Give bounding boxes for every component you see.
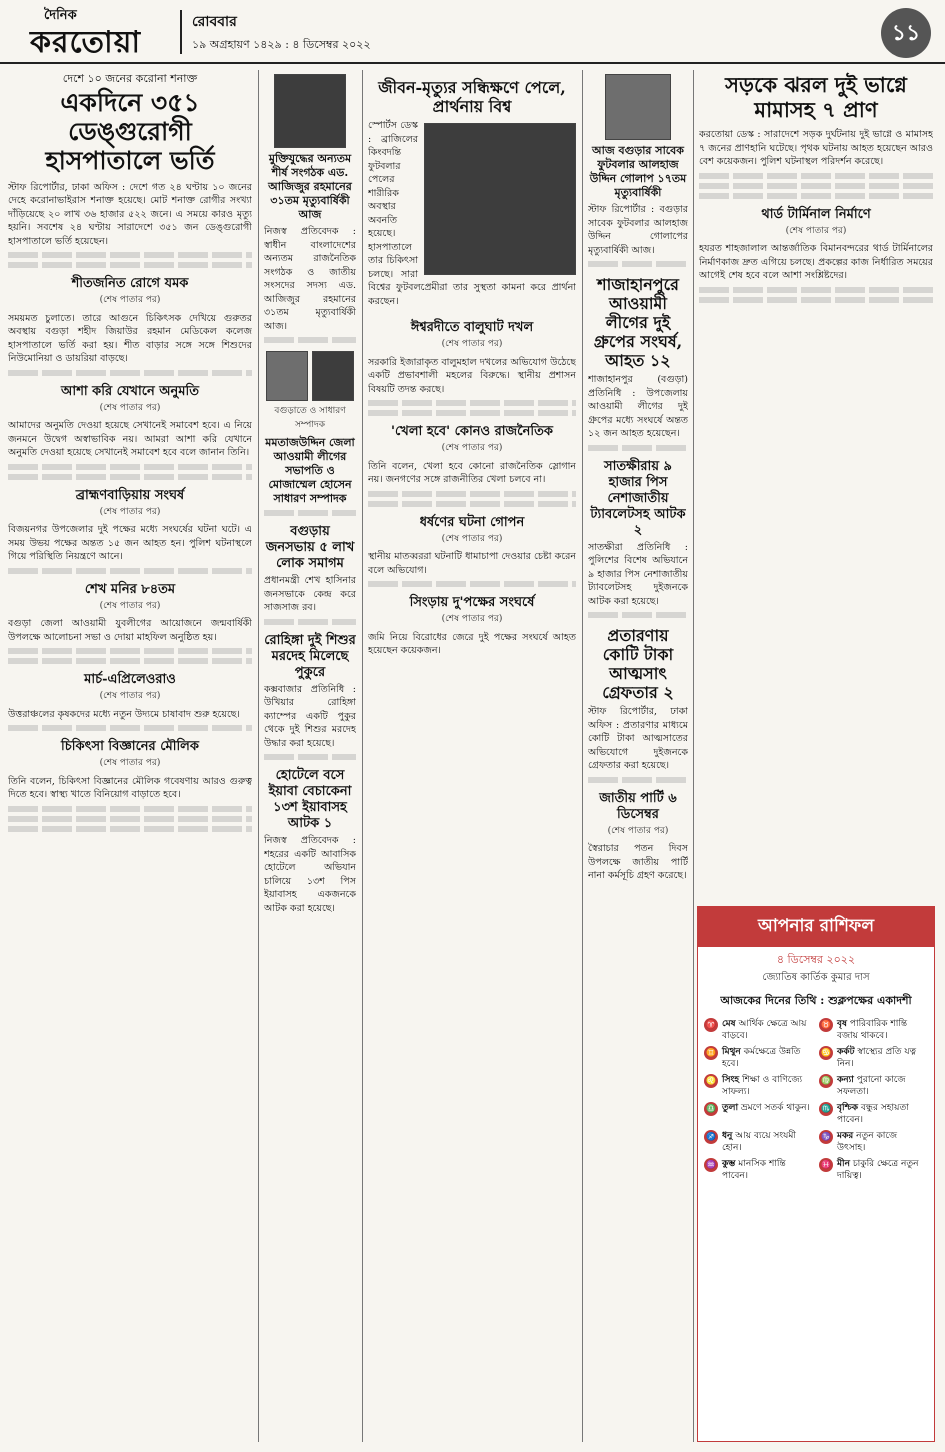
zodiac-name: কন্যা xyxy=(837,1075,854,1085)
text-filler xyxy=(699,193,933,199)
continuation-note: (শেষ পাতার পর) xyxy=(607,825,669,836)
continuation-note: (শেষ পাতার পর) xyxy=(441,339,503,349)
logo-tagline: দৈনিক xyxy=(44,8,77,23)
article-body: উত্তরাঞ্চলের কৃষকদের মধ্যে নতুন উদ্যমে চাষাবাদ শুরু হয়েছে। xyxy=(8,708,240,720)
text-filler xyxy=(8,568,252,574)
article-headline: সড়কে ঝরল দুই ভাগ্নে মামাসহ ৭ প্রাণ xyxy=(725,72,907,122)
article-headline: হোটেলে বসে ইয়াবা বেচাকেনা ১৩শ ইয়াবাসহ আটক ১ xyxy=(268,768,352,831)
zodiac-text: চাকুরি ক্ষেত্রে নতুন দায়িত্ব। xyxy=(837,1159,919,1181)
zodiac-entry xyxy=(819,1102,928,1126)
portrait-photo xyxy=(605,74,671,140)
article-body: স্টাফ রিপোর্টার : বগুড়ার সাবেক ফুটবলার আলহাজ উদ্দিন গোলাপের মৃত্যুবার্ষিকী আজ। xyxy=(588,204,688,256)
masthead-divider xyxy=(180,10,182,54)
article-body: হযরত শাহজালাল আন্তর্জাতিক বিমানবন্দরের থার্ড টার্মিনালের নির্মাণকাজ দ্রুত এগিয়ে চলছে। প্রকল্পের কাজ নির্ধারিত সময়ের আগেই শেষ হবে বলে আশা সংশ্লিষ্টদের। xyxy=(699,243,933,281)
zodiac-icon: ♓ xyxy=(819,1158,833,1172)
page-number-badge: ১১ xyxy=(881,8,931,58)
continuation-note: (শেষ পাতার পর) xyxy=(441,533,503,544)
text-filler xyxy=(8,725,252,731)
photo-caption: বগুড়াতে ও সাধারণ সম্পাদক xyxy=(274,406,346,430)
article-headline: মার্চ-এপ্রিলেওরাও xyxy=(84,672,176,687)
article-body: নিজস্ব প্রতিবেদক : স্বাধীন বাংলাদেশের অন্যতম রাজনৈতিক সংগঠক ও জাতীয় সংসদের সদস্য এড. আজিজুর রহমানের ৩১তম মৃত্যুবার্ষিকী আজ। xyxy=(264,226,356,332)
horoscope-author: জ্যোতিষ কার্তিক কুমার দাস xyxy=(762,972,870,983)
article-body: বিজয়নগর উপজেলার দুই পক্ষের মধ্যে সংঘর্ষের ঘটনা ঘটে। এ সময় উভয় পক্ষের অন্তত ১৫ জন আহত হন। পুলিশ ঘটনাস্থলে গিয়ে পরিস্থিতি নিয়ন্ত্রণে আনে। xyxy=(8,524,252,562)
photo-headline: আজ বগুড়ার সাবেক ফুটবলার আলহাজ উদ্দিন গোলাপ ১৭তম মৃত্যুবার্ষিকী xyxy=(589,144,687,199)
column-divider xyxy=(258,70,259,1442)
article-body: সাতক্ষীরা প্রতিনিধি : পুলিশের বিশেষ অভিযানে ৯ হাজার পিস নেশাজাতীয় ট্যাবলেটসহ দুইজনকে আটক করা হয়েছে। xyxy=(588,541,688,607)
zodiac-icon: ♐ xyxy=(704,1130,718,1144)
zodiac-text: পুরানো কাজে সফলতা। xyxy=(837,1075,906,1097)
article-body: সরকারি ইজারাকৃত বালুমহাল দখলের অভিযোগ উঠেছে একটি প্রভাবশালী মহলের বিরুদ্ধে। স্থানীয় প্রশাসন বিষয়টি তদন্ত করছে। xyxy=(368,356,576,395)
article-headline: শেখ মনির ৮৪তম xyxy=(84,581,176,597)
article-headline: শাজাহানপুরে আওয়ামী লীগের দুই গ্রুপের সংঘর্ষ, আহত ১২ xyxy=(593,275,683,370)
zodiac-icon: ♉ xyxy=(819,1018,833,1032)
horoscope-box xyxy=(697,906,935,1442)
zodiac-text: আর্থিক ক্ষেত্রে আয় বাড়বে। xyxy=(722,1019,807,1041)
article-body: শাজাহানপুর (বগুড়া) প্রতিনিধি : উপজেলায় আওয়ামী লীগের দুই গ্রুপের মধ্যে সংঘর্ষে অন্তত ১২ জন আহত হয়েছেন। xyxy=(588,374,688,439)
zodiac-grid xyxy=(698,1014,934,1186)
article-headline: প্রতারণায় কোটি টাকা আত্মসাৎ গ্রেফতার ২ xyxy=(602,626,674,702)
issue-day: রোববার xyxy=(192,14,237,30)
zodiac-entry xyxy=(704,1102,813,1126)
zodiac-icon: ♎ xyxy=(704,1102,718,1116)
zodiac-entry xyxy=(819,1046,928,1070)
continuation-note: (শেষ পাতার পর) xyxy=(99,295,161,305)
article-body: তিনি বলেন, খেলা হবে কোনো রাজনৈতিক স্লোগান নয়। জনগণের সঙ্গে রাজনীতির খেলা চলবে না। xyxy=(368,460,576,485)
text-filler xyxy=(699,173,933,179)
text-filler xyxy=(264,754,356,760)
photo-headline: মমতাজউদ্দিন জেলা আওয়ামী লীগের সভাপতি ও মোজাম্মেল হোসেন সাধারণ সম্পাদক xyxy=(265,436,355,505)
zodiac-name: বৃষ xyxy=(837,1019,847,1029)
article-headline: ঈশ্বরদীতে বালুঘাট দখল xyxy=(410,320,534,335)
portrait-photo xyxy=(266,351,308,401)
zodiac-name: মিথুন xyxy=(722,1047,741,1057)
text-filler xyxy=(8,464,252,470)
column-4 xyxy=(588,70,688,1442)
text-filler xyxy=(368,491,576,497)
horoscope-title: আপনার রাশিফল xyxy=(698,907,934,947)
portrait-photo xyxy=(312,351,354,401)
zodiac-text: স্বাস্থ্যের প্রতি যত্ন নিন। xyxy=(837,1047,917,1069)
zodiac-icon: ♊ xyxy=(704,1046,718,1060)
zodiac-name: ধনু xyxy=(722,1131,733,1141)
zodiac-entry xyxy=(819,1018,928,1042)
continuation-note: (শেষ পাতার পর) xyxy=(441,614,503,624)
article-headline: সিংড়ায় দু'পক্ষের সংঘর্ষে xyxy=(409,595,535,610)
lead-headline: একদিনে ৩৫১ ডেঙ্গুরোগী হাসপাতালে ভর্তি xyxy=(45,87,215,175)
column-divider xyxy=(362,70,363,1442)
text-filler xyxy=(588,777,688,783)
text-filler xyxy=(8,370,252,376)
zodiac-icon: ♌ xyxy=(704,1074,718,1088)
article-body: প্রধানমন্ত্রী শেখ হাসিনার জনসভাকে কেন্দ্র করে সাজসাজ রব। xyxy=(264,575,356,613)
article-body: স্টাফ রিপোর্টার, ঢাকা অফিস : দেশে গত ২৪ ঘণ্টায় ১০ জনের দেহে করোনাভাইরাস শনাক্ত হয়েছে। মোট শনাক্ত রোগীর সংখ্যা দাঁড়িয়েছে ২০ লাখ ৩৬ হাজার ৫২২ জনে। এ সময়ে কারও মৃত্যু হয়নি। সবশেষ ২৪ ঘণ্টায় সারাদেশে ৩৫১ জন ডেঙ্গুরোগী হাসপাতালে ভর্তি হয়েছেন। xyxy=(8,181,252,247)
text-filler xyxy=(8,658,252,664)
continuation-note: (শেষ পাতার পর) xyxy=(99,691,161,701)
zodiac-entry xyxy=(704,1018,813,1042)
text-filler xyxy=(368,581,576,587)
continuation-note: (শেষ পাতার পর) xyxy=(99,402,161,413)
masthead xyxy=(0,0,945,64)
article-headline: 'খেলা হবে' কোনও রাজনৈতিক xyxy=(391,424,553,439)
kicker: দেশে ১০ জনের করোনা শনাক্ত xyxy=(62,72,198,85)
text-filler xyxy=(699,297,933,303)
zodiac-entry xyxy=(704,1074,813,1098)
column-divider xyxy=(582,70,583,1442)
zodiac-entry xyxy=(819,1158,928,1182)
zodiac-text: ভ্রমণে সতর্ক থাকুন। xyxy=(740,1103,810,1113)
text-filler xyxy=(588,261,688,267)
text-filler xyxy=(8,806,252,812)
text-filler xyxy=(8,648,252,654)
text-filler xyxy=(264,619,356,625)
zodiac-entry xyxy=(819,1074,928,1098)
zodiac-name: মকর xyxy=(837,1131,854,1141)
zodiac-icon: ♋ xyxy=(819,1046,833,1060)
text-filler xyxy=(8,826,252,832)
article-body: করতোয়া ডেস্ক : সারাদেশে সড়ক দুর্ঘটনায় দুই ভাগ্নে ও মামাসহ ৭ জনের প্রাণহানি ঘটেছে। পৃথক ঘটনায় আহত হয়েছেন আরও বেশ কয়েকজন। পুলিশ ঘটনাস্থল পরিদর্শন করেছে। xyxy=(699,129,933,167)
zodiac-text: পারিবারিক শান্তি বজায় থাকবে। xyxy=(837,1019,908,1041)
issue-date: ১৯ অগ্রহায়ণ ১৪২৯ : ৪ ডিসেম্বর ২০২২ xyxy=(192,38,371,51)
text-filler xyxy=(699,287,933,293)
zodiac-text: মানসিক শান্তি পাবেন। xyxy=(722,1159,786,1181)
news-photo xyxy=(424,123,576,275)
zodiac-text: বন্ধুর সহায়তা পাবেন। xyxy=(837,1103,909,1125)
article-headline: জাতীয় পার্টি ৬ ডিসেম্বর xyxy=(599,790,677,822)
article-headline: থার্ড টার্মিনাল নির্মাণে xyxy=(761,206,871,222)
article-headline: ব্রাহ্মণবাড়িয়ায় সংঘর্ষ xyxy=(75,487,185,503)
portrait-photo xyxy=(274,74,346,148)
zodiac-text: আয় ব্যয়ে সংযমী হোন। xyxy=(722,1131,796,1153)
newspaper-logo: করতোয়া xyxy=(30,25,142,60)
zodiac-name: কুম্ভ xyxy=(722,1159,736,1169)
article-headline: রোহিঙ্গা দুই শিশুর মরদেহ মিলেছে পুকুরে xyxy=(264,632,356,680)
article-headline: চিকিৎসা বিজ্ঞানের মৌলিক xyxy=(61,739,199,754)
text-filler xyxy=(264,337,356,343)
text-filler xyxy=(8,816,252,822)
continuation-note: (শেষ পাতার পর) xyxy=(99,506,161,517)
article-body: স্বৈরাচার পতন দিবস উপলক্ষে জাতীয় পার্টি নানা কর্মসূচি গ্রহণ করেছে। xyxy=(588,843,688,881)
zodiac-name: কর্কট xyxy=(837,1047,855,1057)
article-headline: ধর্ষণের ঘটনা গোপন xyxy=(419,514,525,530)
zodiac-name: তুলা xyxy=(722,1103,739,1113)
article-headline: বগুড়ায় জনসভায় ৫ লাখ লোক সমাগম xyxy=(265,524,355,571)
zodiac-entry xyxy=(704,1158,813,1182)
zodiac-icon: ♈ xyxy=(704,1018,718,1032)
zodiac-icon: ♏ xyxy=(819,1102,833,1116)
zodiac-entry xyxy=(819,1130,928,1154)
article-body: নিজস্ব প্রতিবেদক : শহরের একটি আবাসিক হোটেলে অভিযান চালিয়ে ১৩শ পিস ইয়াবাসহ একজনকে আটক করা হয়েছে। xyxy=(264,835,356,914)
text-filler xyxy=(699,183,933,189)
text-filler xyxy=(8,252,252,258)
zodiac-icon: ♍ xyxy=(819,1074,833,1088)
zodiac-text: কর্মক্ষেত্রে উন্নতি হবে। xyxy=(722,1047,801,1069)
zodiac-name: বৃশ্চিক xyxy=(837,1103,859,1113)
zodiac-name: মীন xyxy=(837,1159,850,1169)
continuation-note: (শেষ পাতার পর) xyxy=(785,225,847,236)
text-filler xyxy=(368,410,576,416)
column-5 xyxy=(699,70,933,900)
zodiac-entry xyxy=(704,1046,813,1070)
zodiac-text: নতুন কাজে উৎসাহ। xyxy=(837,1131,898,1153)
zodiac-name: সিংহ xyxy=(722,1075,740,1085)
column-2 xyxy=(264,70,356,1442)
article-headline: জীবন-মৃত্যুর সন্ধিক্ষণে পেলে, প্রার্থনায় বিশ্ব xyxy=(378,78,566,116)
article-body: সময়মত চুলাতে। তারে আগুনে চিকিৎসক দেখিয়ে গুরুতর অবস্থায় বগুড়া শহীদ জিয়াউর রহমান মেডিকেল কলেজ হাসপাতালে ভর্তি করা হয়। শীত বাড়ার সঙ্গে সঙ্গে শিশুদের নিউমোনিয়া ও ডায়রিয়া বাড়ছে। xyxy=(8,312,252,364)
text-filler xyxy=(264,510,356,516)
article-headline: সাতক্ষীরায় ৯ হাজার পিস নেশাজাতীয় ট্যাবলেটসহ আটক ২ xyxy=(590,458,686,538)
text-filler xyxy=(8,262,252,268)
article-headline: শীতজনিত রোগে যমক xyxy=(71,276,189,291)
column-1 xyxy=(8,70,252,1442)
text-filler xyxy=(588,612,688,618)
tithi-line: আজকের দিনের তিথি : শুক্লপক্ষের একাদশী xyxy=(720,994,912,1007)
text-filler xyxy=(368,400,576,406)
continuation-note: (শেষ পাতার পর) xyxy=(441,443,503,453)
portrait-pair xyxy=(264,347,356,405)
article-body: স্থানীয় মাতব্বররা ঘটনাটি ধামাচাপা দেওয়ার চেষ্টা করেন বলে অভিযোগ। xyxy=(368,551,576,576)
zodiac-icon: ♒ xyxy=(704,1158,718,1172)
zodiac-text: শিক্ষা ও বাণিজ্যে সাফল্য। xyxy=(722,1075,803,1097)
text-filler xyxy=(8,474,252,480)
photo-headline: মুক্তিযুদ্ধের অন্যতম শীর্ষ সংগঠক এড. আজিজুর রহমানের ৩১তম মৃত্যুবার্ষিকী আজ xyxy=(268,152,352,221)
continuation-note: (শেষ পাতার পর) xyxy=(99,758,161,768)
zodiac-icon: ♑ xyxy=(819,1130,833,1144)
article-body: বগুড়া জেলা আওয়ামী যুবলীগের আয়োজনে জন্মবার্ষিকী উপলক্ষে আলোচনা সভা ও দোয়া মাহফিল অনুষ্ঠিত হয়। xyxy=(8,618,252,643)
text-filler xyxy=(588,445,688,451)
column-3 xyxy=(368,70,576,1442)
article-body: জমি নিয়ে বিরোধের জেরে দুই পক্ষের সংঘর্ষে আহত হয়েছেন কয়েকজন। xyxy=(368,631,576,656)
zodiac-entry xyxy=(704,1130,813,1154)
article-body: তিনি বলেন, চিকিৎসা বিজ্ঞানের মৌলিক গবেষণায় আরও গুরুত্ব দিতে হবে। স্বাস্থ্য খাতে বিনিয়োগ বাড়াতে হবে। xyxy=(8,775,252,800)
zodiac-name: মেষ xyxy=(722,1019,736,1029)
article-body: স্টাফ রিপোর্টার, ঢাকা অফিস : প্রতারণার মাধ্যমে কোটি টাকা আত্মসাতের অভিযোগে দুইজনকে গ্রেফতার করা হয়েছে। xyxy=(588,706,688,771)
article-headline: আশা করি যেখানে অনুমতি xyxy=(61,383,199,399)
article-body: কক্সবাজার প্রতিনিধি : উখিয়ার রোহিঙ্গা ক্যাম্পের একটি পুকুর থেকে দুই শিশুর মরদেহ উদ্ধার করা হয়েছে। xyxy=(264,683,356,749)
article-body: স্পোর্টস ডেস্ক : ব্রাজিলের কিংবদন্তি ফুটবলার পেলের শারীরিক অবস্থার অবনতি হয়েছে। হাসপাতালে তার চিকিৎসা চলছে। সারা বিশ্বের ফুটবলপ্রেমীরা তার সুস্থতা কামনা করে প্রার্থনা করছেন। xyxy=(368,120,576,307)
text-filler xyxy=(368,501,576,507)
article-body: আমাদের অনুমতি দেওয়া হয়েছে সেখানেই সমাবেশ হবে। এ নিয়ে জনমনে উদ্বেগ অস্বাভাবিক নয়। আমরা আশা করি যেখানে অনুমতি দেওয়া হয়েছে সেখানেই সমাবেশ হবে বলে জানান তিনি। xyxy=(8,420,252,458)
continuation-note: (শেষ পাতার পর) xyxy=(99,600,161,611)
horoscope-date: ৪ ডিসেম্বর ২০২২ xyxy=(776,953,856,966)
column-divider xyxy=(693,70,694,1442)
